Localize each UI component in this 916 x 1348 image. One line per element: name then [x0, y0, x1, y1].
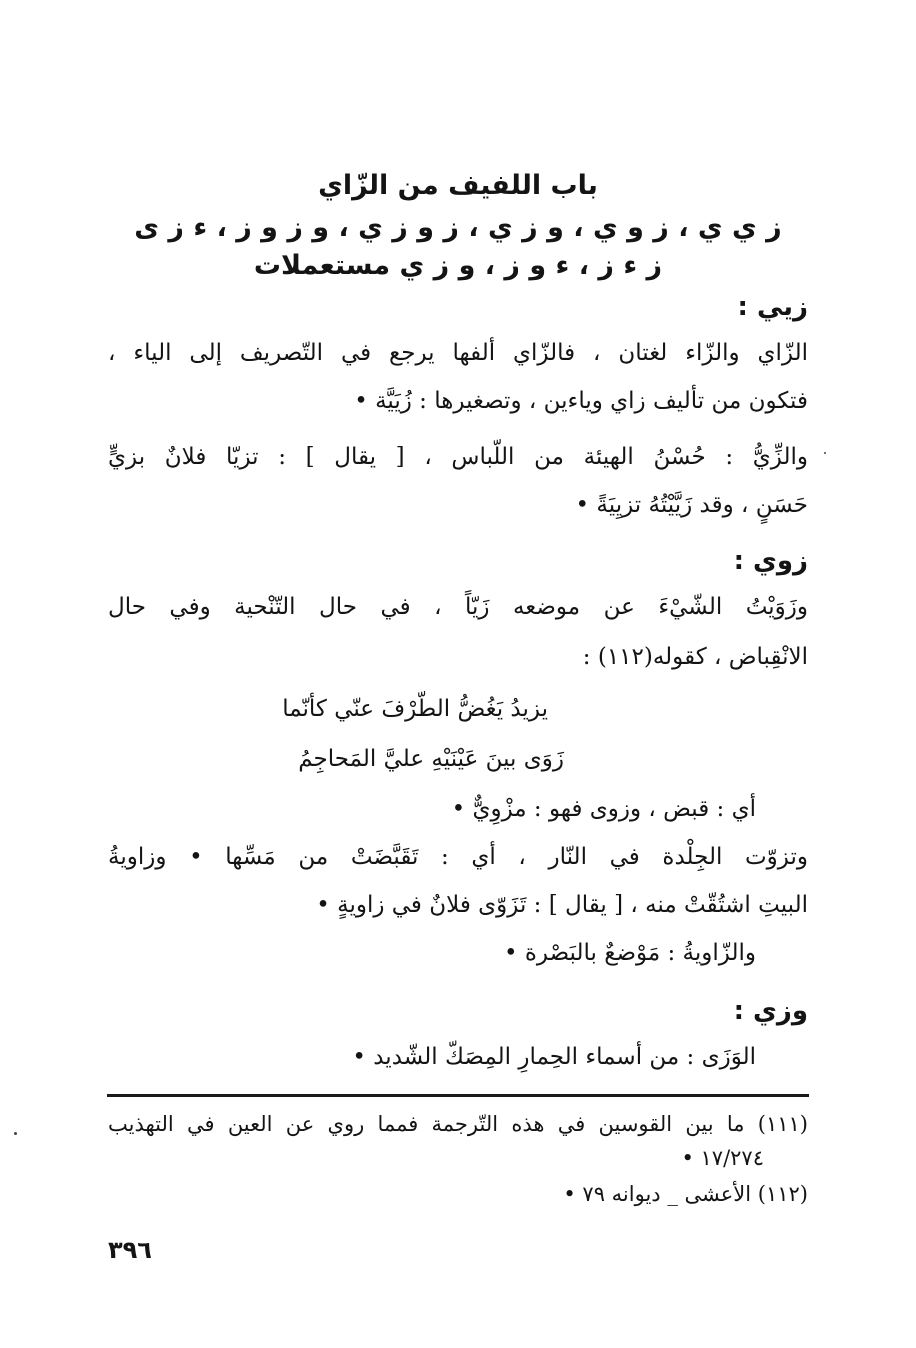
entry-text-line: أي : قبض ، وزوى فهو : مزْوِيٌّ •	[451, 796, 756, 822]
entry-text-line: الوَزَى : من أسماء الحِمارِ المِصَكّ الشّديد •	[352, 1044, 756, 1070]
entry-head-wzy: وزي :	[733, 996, 808, 1026]
entry-text-line: البيتِ اشتُقّتْ منه ، [ يقال ] : تَزَوّى فلانٌ في زاويةٍ •	[316, 892, 808, 918]
chapter-title: باب اللفيف من الزّاي	[318, 170, 598, 201]
footnote-rule	[107, 1094, 809, 1097]
roots-list-line-1: ز ي ي ، ز و ي ، و ز ي ، ز و ز ي ، و ز و ز ، ء ز ى	[134, 212, 782, 243]
scan-speck	[824, 452, 826, 454]
verse-hemistich-1: يزيدُ يَغُضُّ الطّرْفَ عنّي كأنّما	[282, 696, 548, 722]
entry-text-line: حَسَنٍ ، وقد زَيَّيْتُهُ تزيِيَةً •	[575, 492, 808, 518]
footnote-111-continuation: ١٧/٢٧٤ •	[681, 1146, 764, 1170]
footnote-111: (١١١) ما بين القوسين في هذه التّرجمة فمما روي عن العين في التهذيب	[108, 1112, 808, 1136]
entry-head-zyy: زيي :	[737, 292, 808, 322]
entry-text-line: الانْقِباض ، كقوله(١١٢) :	[582, 644, 808, 670]
roots-list-line-2: ز ء ز ، ء و ز ، و ز ي مستعملات	[253, 250, 663, 281]
verse-hemistich-2: زَوَى بينَ عَيْنَيْهِ عليَّ المَحاجِمُ	[298, 746, 564, 772]
entry-text-line: فتكون من تأليف زاي وياءين ، وتصغيرها : زُيَيَّة •	[354, 388, 808, 414]
entry-text-line: وتزوّت الجِلْدة في النّار ، أي : تَقَبَّضَتْ من مَسِّها • وزاويةُ	[108, 844, 808, 870]
entry-text-line: الزّاي والزّاء لغتان ، فالزّاي ألفها يرجع في التّصريف إلى الياء ،	[108, 340, 808, 366]
footnote-112: (١١٢) الأعشى _ ديوانه ٧٩ •	[563, 1182, 808, 1206]
entry-head-zwy: زوي :	[733, 546, 808, 576]
page-number: ٣٩٦	[108, 1236, 152, 1264]
entry-text-line: والزِّيُّ : حُسْنُ الهيئة من اللّباس ، [ يقال ] : تزيّا فلانٌ بزيٍّ	[108, 444, 808, 470]
entry-text-line: وزَوَيْتُ الشّيْءَ عن موضعه زَيّاً ، في حال التّنْحية وفي حال	[108, 594, 808, 620]
entry-text-line: والزّاويةُ : مَوْضعٌ بالبَصْرة •	[503, 940, 756, 966]
scan-speck	[14, 1132, 17, 1135]
